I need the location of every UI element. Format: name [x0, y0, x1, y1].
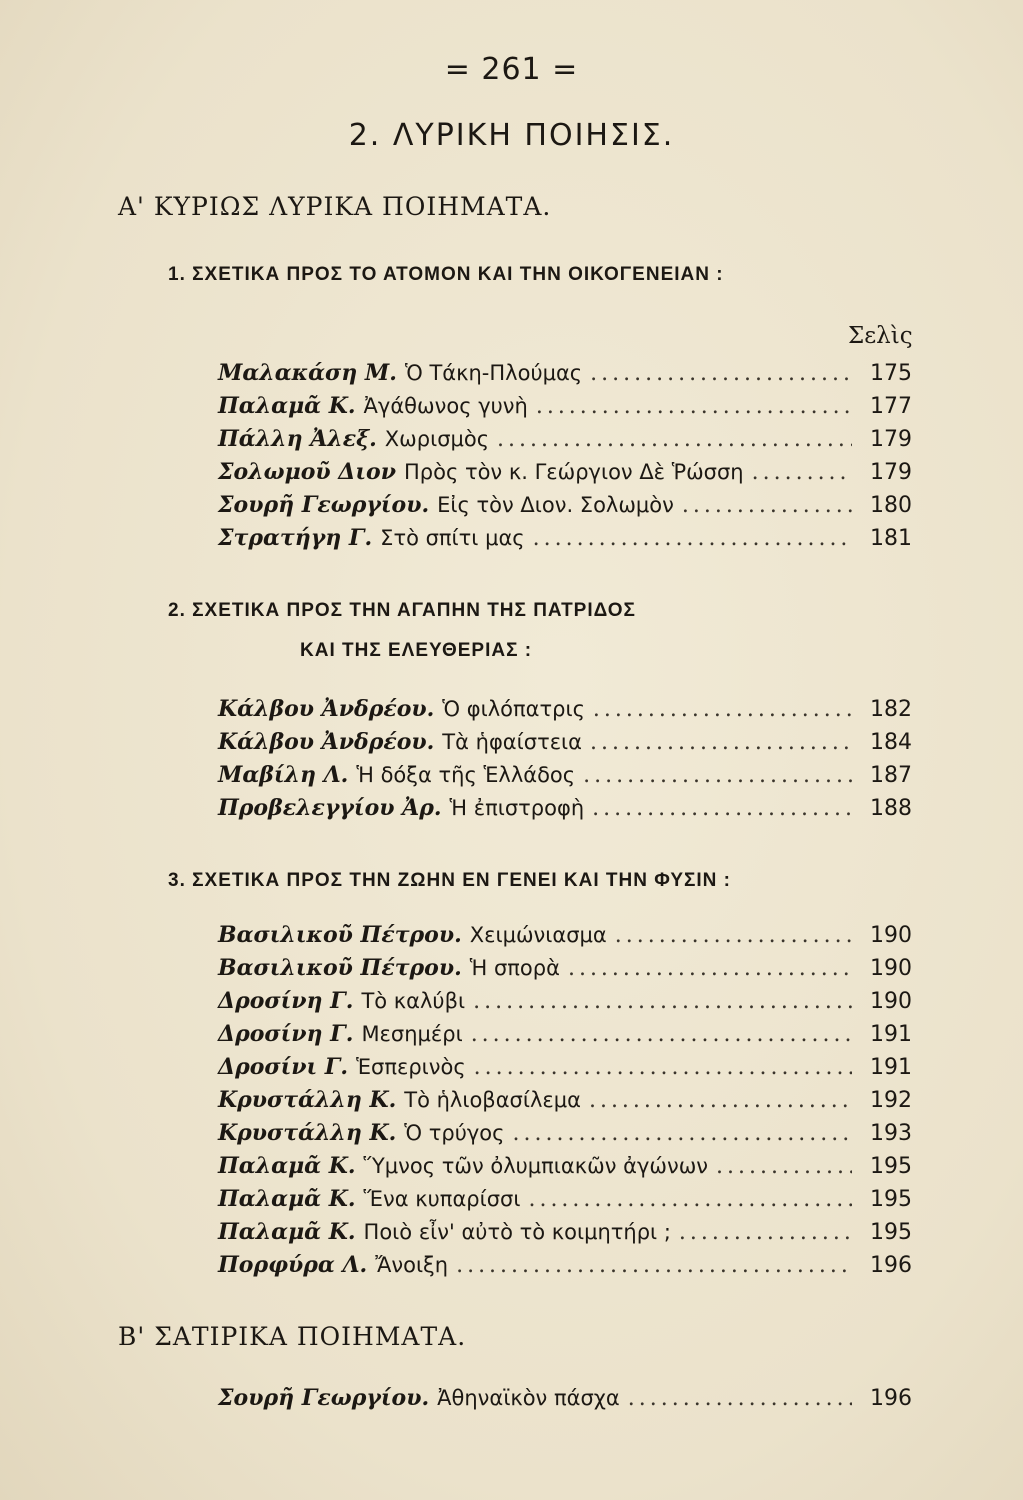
toc-entry	[218, 729, 912, 762]
toc-entry	[218, 762, 912, 795]
entry-title: Ἀγάθωνος γυνὴ	[363, 394, 528, 418]
page-number: = 261 =	[444, 52, 579, 87]
toc-entry	[218, 696, 912, 729]
toc-entry	[218, 525, 912, 558]
toc-entry	[218, 1219, 912, 1252]
toc-entry	[218, 393, 912, 426]
entry-author: Παλαμᾶ Κ.	[218, 1186, 356, 1212]
leader-dots	[474, 1055, 852, 1080]
entry-author: Προβελεγγίου Ἀρ.	[218, 795, 442, 821]
entry-title: Ἕνα κυπαρίσσι	[363, 1187, 521, 1211]
entry-author: Δροσίνη Γ.	[218, 1021, 354, 1047]
entry-author: Σολωμοῦ Διον	[218, 459, 396, 485]
entry-title: Τὸ καλύβι	[361, 989, 466, 1013]
leader-dots	[682, 493, 852, 518]
entry-page: 188	[870, 796, 912, 821]
entry-page: 181	[870, 526, 912, 551]
leader-dots	[471, 1022, 852, 1047]
entry-page: 190	[870, 989, 912, 1014]
entry-title: Ἡ δόξα τῆς Ἑλλάδος	[356, 763, 576, 787]
entry-title: Ἑσπερινὸς	[356, 1055, 466, 1079]
entry-page: 196	[870, 1253, 912, 1278]
entry-page: 187	[870, 763, 912, 788]
entry-page: 196	[870, 1386, 912, 1411]
leader-dots	[590, 730, 852, 755]
leader-dots	[512, 1121, 852, 1146]
entry-page: 190	[870, 923, 912, 948]
page-column-label: Σελὶς	[848, 323, 913, 349]
toc-entry	[218, 492, 912, 525]
leader-dots	[583, 763, 852, 788]
entry-author: Παλαμᾶ Κ.	[218, 1219, 356, 1245]
leader-dots	[716, 1154, 852, 1179]
leader-dots	[593, 697, 852, 722]
subsection-2-heading-line2: ΚΑΙ ΤΗΣ ΕΛΕΥΘΕΡΙΑΣ :	[300, 640, 533, 661]
leader-dots	[456, 1253, 852, 1278]
subsection-3-heading: 3. ΣΧΕΤΙΚΑ ΠΡΟΣ ΤΗΝ ΖΩΗΝ ΕΝ ΓΕΝΕΙ ΚΑΙ ΤΗΝ ΦΥΣΙΝ :	[168, 870, 732, 891]
leader-dots	[533, 526, 852, 551]
entry-page: 195	[870, 1220, 912, 1245]
leader-dots	[528, 1187, 852, 1212]
subsection-1-heading: 1. ΣΧΕΤΙΚΑ ΠΡΟΣ ΤΟ ΑΤΟΜΟΝ ΚΑΙ ΤΗΝ ΟΙΚΟΓΕΝΕΙΑΝ :	[168, 264, 724, 285]
toc-entry	[218, 955, 912, 988]
entry-author: Πάλλη Ἀλεξ.	[218, 426, 377, 452]
entry-author: Παλαμᾶ Κ.	[218, 393, 356, 419]
toc-list-subsection-2	[218, 696, 912, 828]
entry-title: Ὕμνος τῶν ὀλυμπιακῶν ἀγώνων	[363, 1154, 709, 1178]
leader-dots	[536, 394, 852, 419]
toc-entry	[218, 426, 912, 459]
toc-entry	[218, 922, 912, 955]
leader-dots	[589, 1088, 852, 1113]
leader-dots	[568, 956, 852, 981]
toc-list-section-b	[218, 1385, 912, 1418]
entry-title: Πρὸς τὸν κ. Γεώργιον Δὲ Ῥώσση	[403, 460, 744, 484]
entry-author: Δροσίνη Γ.	[218, 988, 354, 1014]
entry-author: Στρατήγη Γ.	[218, 525, 373, 551]
entry-author: Μαβίλη Λ.	[218, 762, 349, 788]
leader-dots	[590, 361, 852, 386]
toc-entry	[218, 795, 912, 828]
toc-entry	[218, 1021, 912, 1054]
entry-title: Μεσημέρι	[361, 1022, 463, 1046]
toc-list-subsection-3	[218, 922, 912, 1285]
entry-title: Εἰς τὸν Διον. Σολωμὸν	[437, 493, 674, 517]
entry-page: 180	[870, 493, 912, 518]
toc-list-subsection-1	[218, 360, 912, 558]
entry-author: Βασιλικοῦ Πέτρου.	[218, 955, 462, 981]
entry-page: 175	[870, 361, 912, 386]
leader-dots	[628, 1386, 852, 1411]
entry-page: 195	[870, 1154, 912, 1179]
entry-author: Κρυστάλλη Κ.	[218, 1120, 397, 1146]
entry-page: 191	[870, 1022, 912, 1047]
toc-entry	[218, 1054, 912, 1087]
entry-title: Ὁ τρύγος	[404, 1121, 505, 1145]
section-b-heading: Β' ΣΑΤΙΡΙΚΑ ΠΟΙΗΜΑΤΑ.	[118, 1322, 467, 1351]
entry-page: 179	[870, 427, 912, 452]
entry-title: Στὸ σπίτι μας	[380, 526, 525, 550]
entry-title: Ἀθηναϊκὸν πάσχα	[437, 1386, 620, 1410]
leader-dots	[679, 1220, 852, 1245]
entry-author: Σουρῆ Γεωργίου.	[218, 1385, 430, 1411]
entry-title: Ἡ σπορὰ	[469, 956, 560, 980]
entry-page: 179	[870, 460, 912, 485]
toc-entry	[218, 988, 912, 1021]
entry-page: 193	[870, 1121, 912, 1146]
toc-entry	[218, 459, 912, 492]
entry-page: 190	[870, 956, 912, 981]
leader-dots	[615, 923, 852, 948]
leader-dots	[497, 427, 852, 452]
entry-author: Σουρῆ Γεωργίου.	[218, 492, 430, 518]
part-title: 2. ΛΥΡΙΚΗ ΠΟΙΗΣΙΣ.	[348, 118, 675, 153]
entry-author: Μαλακάση Μ.	[218, 360, 397, 386]
toc-entry	[218, 1186, 912, 1219]
entry-page: 184	[870, 730, 912, 755]
toc-entry	[218, 1120, 912, 1153]
entry-page: 177	[870, 394, 912, 419]
entry-author: Παλαμᾶ Κ.	[218, 1153, 356, 1179]
entry-page: 191	[870, 1055, 912, 1080]
entry-title: Ὁ Τάκη-Πλούμας	[404, 361, 583, 385]
entry-page: 195	[870, 1187, 912, 1212]
entry-title: Χειμώνιασμα	[469, 923, 607, 947]
entry-title: Χωρισμὸς	[384, 427, 490, 451]
subsection-2-heading-line1: 2. ΣΧΕΤΙΚΑ ΠΡΟΣ ΤΗΝ ΑΓΑΠΗΝ ΤΗΣ ΠΑΤΡΙΔΟΣ	[168, 600, 636, 621]
leader-dots	[752, 460, 852, 485]
entry-title: Τὸ ἡλιοβασίλεμα	[404, 1088, 581, 1112]
toc-entry	[218, 1252, 912, 1285]
toc-entry	[218, 1087, 912, 1120]
entry-title: Ἡ ἐπιστροφὴ	[449, 796, 585, 820]
leader-dots	[592, 796, 852, 821]
entry-author: Κρυστάλλη Κ.	[218, 1087, 397, 1113]
entry-author: Βασιλικοῦ Πέτρου.	[218, 922, 462, 948]
entry-page: 182	[870, 697, 912, 722]
entry-author: Κάλβου Ἀνδρέου.	[218, 729, 435, 755]
leader-dots	[473, 989, 852, 1014]
entry-author: Δροσίνι Γ.	[218, 1054, 349, 1080]
entry-author: Κάλβου Ἀνδρέου.	[218, 696, 435, 722]
entry-title: Τὰ ἡφαίστεια	[442, 730, 583, 754]
entry-author: Πορφύρα Λ.	[218, 1252, 368, 1278]
section-a-heading: Α' ΚΥΡΙΩΣ ΛΥΡΙΚΑ ΠΟΙΗΜΑΤΑ.	[118, 192, 552, 221]
toc-entry	[218, 360, 912, 393]
toc-entry	[218, 1385, 912, 1418]
entry-page: 192	[870, 1088, 912, 1113]
toc-entry	[218, 1153, 912, 1186]
entry-title: Ὁ φιλόπατρις	[442, 697, 585, 721]
entry-title: Ποιὸ εἶν' αὐτὸ τὸ κοιμητήρι ;	[363, 1220, 671, 1244]
entry-title: Ἄνοιξη	[375, 1253, 449, 1277]
